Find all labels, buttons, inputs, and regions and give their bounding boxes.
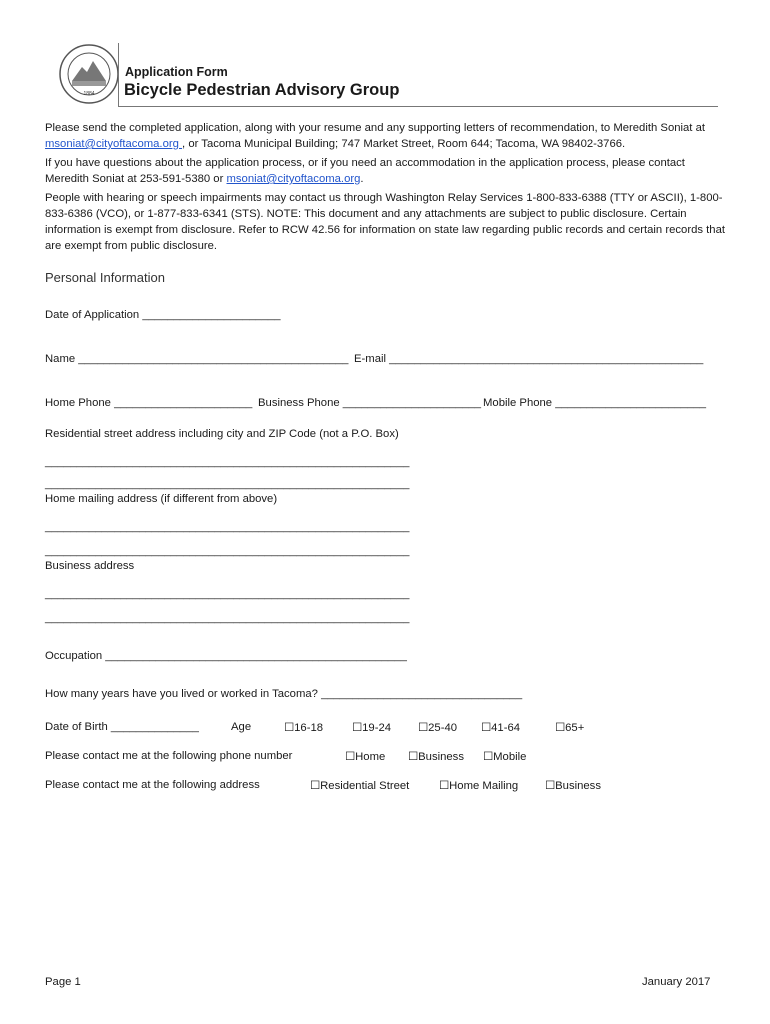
- footer-date: January 2017: [642, 976, 711, 988]
- residential-address-label: Residential street address including city and ZIP Code (not a P.O. Box): [45, 428, 399, 440]
- email-field[interactable]: E-mail __________________________________________________: [354, 353, 704, 365]
- home-mailing-label: Home mailing address (if different from above): [45, 493, 278, 505]
- years-in-tacoma-field[interactable]: How many years have you lived or worked in Tacoma? ________________________________: [45, 688, 523, 700]
- page-title: Bicycle Pedestrian Advisory Group: [124, 81, 400, 99]
- age-checkbox-19-24[interactable]: ☐ 19-24: [352, 721, 391, 734]
- date-of-application-row: [45, 309, 281, 321]
- home-mailing-line-1[interactable]: __________________________________________________________: [45, 521, 410, 533]
- name-field[interactable]: Name ___________________________________________: [45, 353, 349, 365]
- age-checkbox-65-plus[interactable]: ☐ 65+: [555, 721, 584, 734]
- residential-address-line-2[interactable]: __________________________________________________________: [45, 478, 410, 490]
- header-vertical-rule: [118, 43, 119, 107]
- contact-address-residential-checkbox[interactable]: ☐ Residential Street: [310, 779, 409, 792]
- date-of-application-label: Date of Application: [45, 309, 140, 321]
- intro-paragraph-2: If you have questions about the application process, or if you need an accommodation in the application process, please contact Meredith Soniat at 253-591-5380 or msoniat@cityoftacoma.org.: [45, 157, 685, 185]
- intro-paragraph-1: Please send the completed application, along with your resume and any supporting letters of recommendation, to Meredith Soniat at msoniat@cityoftacoma.org , or Tacoma Municipal Building; 747 Market Street, Room 644; Tacoma, WA 98402-3766.: [45, 122, 705, 150]
- intro-paragraph-3: People with hearing or speech impairments may contact us through Washington Relay Services 1-800-833-6388 (TTY or ASCII), 1-800-833-6386 (VCO), or 1-877-833-6341 (STS). NOTE: This document and any attachments are subject to public disclosure. Certain information is exempt from disclosure. Refer to RCW 42.56 for information on state law regarding public records and certain records that are exempt from public disclosure.: [45, 192, 726, 252]
- age-label: Age: [231, 721, 252, 733]
- section-title: Personal Information: [45, 270, 165, 285]
- business-address-line-2[interactable]: __________________________________________________________: [45, 612, 410, 624]
- age-checkbox-16-18[interactable]: ☐ 16-18: [284, 721, 323, 734]
- residential-address-line-1[interactable]: __________________________________________________________: [45, 456, 410, 468]
- contact-phone-label: Please contact me at the following phone number: [45, 750, 293, 762]
- date-of-application-field[interactable]: ______________________: [142, 309, 281, 321]
- contact-phone-home-checkbox[interactable]: ☐ Home: [345, 750, 385, 763]
- email-link-1[interactable]: msoniat@cityoftacoma.org: [45, 138, 183, 150]
- age-checkbox-25-40[interactable]: ☐ 25-40: [418, 721, 457, 734]
- date-of-birth-field[interactable]: Date of Birth ______________: [45, 721, 199, 733]
- home-mailing-line-2[interactable]: __________________________________________________________: [45, 545, 410, 557]
- contact-address-label: Please contact me at the following address: [45, 779, 260, 791]
- contact-address-business-checkbox[interactable]: ☐ Business: [545, 779, 601, 792]
- svg-text:1884: 1884: [83, 91, 95, 97]
- header-horizontal-rule: [118, 106, 718, 107]
- home-phone-field[interactable]: Home Phone ______________________: [45, 397, 253, 409]
- business-address-label: Business address: [45, 560, 135, 572]
- page-number: Page 1: [45, 976, 81, 988]
- contact-address-home-mailing-checkbox[interactable]: ☐ Home Mailing: [439, 779, 518, 792]
- form-label: Application Form: [125, 65, 228, 79]
- business-phone-field[interactable]: Business Phone ______________________: [258, 397, 482, 409]
- contact-phone-business-checkbox[interactable]: ☐ Business: [408, 750, 464, 763]
- city-of-tacoma-seal: [58, 43, 120, 105]
- occupation-field[interactable]: Occupation ________________________________________________: [45, 650, 407, 662]
- mobile-phone-field[interactable]: Mobile Phone ________________________: [483, 397, 707, 409]
- business-address-line-1[interactable]: __________________________________________________________: [45, 588, 410, 600]
- email-link-2[interactable]: msoniat@cityoftacoma.org: [226, 173, 361, 185]
- age-checkbox-41-64[interactable]: ☐ 41-64: [481, 721, 520, 734]
- contact-phone-mobile-checkbox[interactable]: ☐ Mobile: [483, 750, 526, 763]
